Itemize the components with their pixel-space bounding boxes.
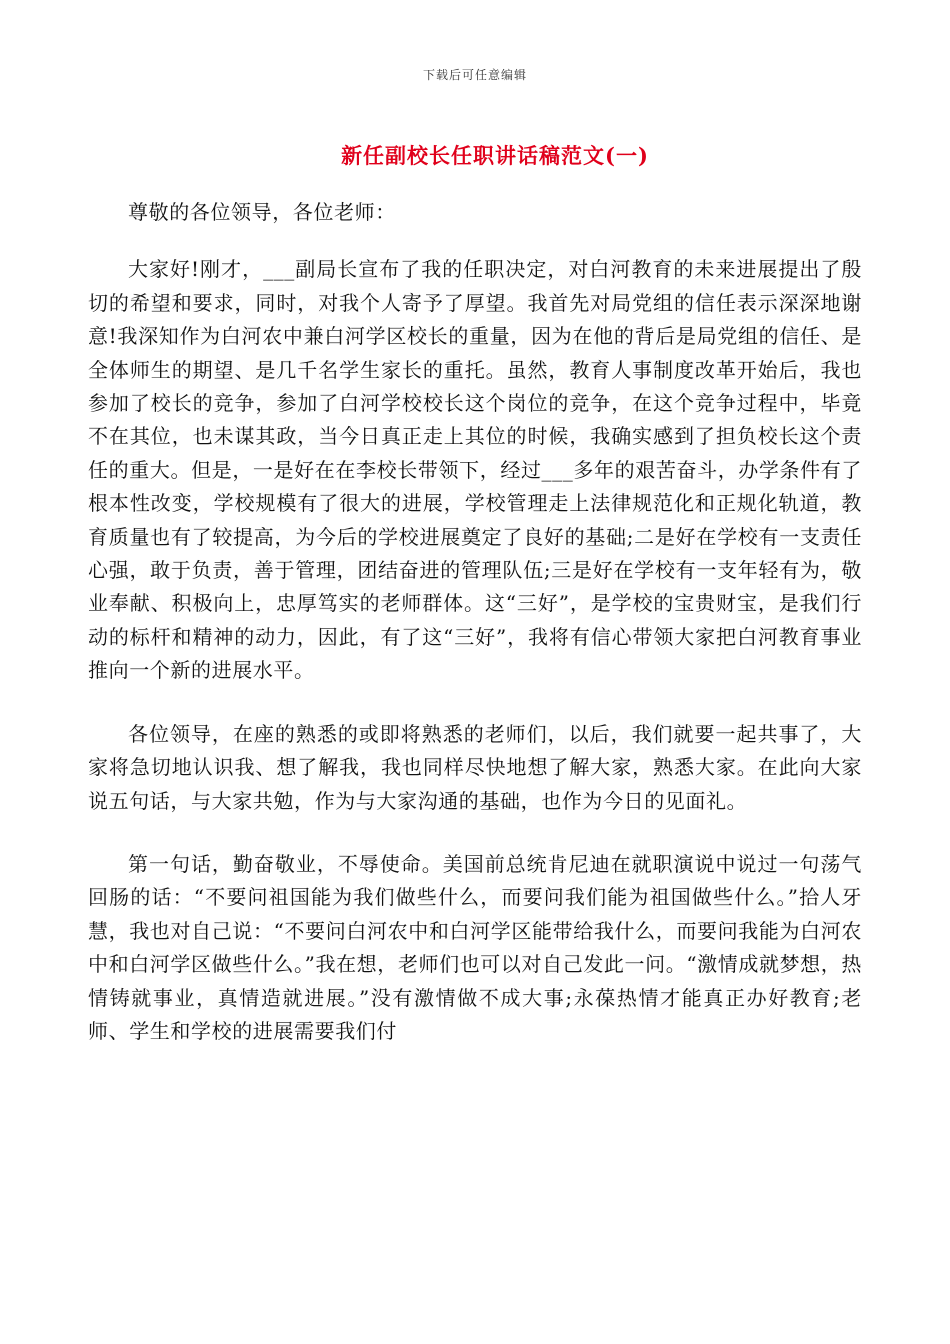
paragraph-2: 各位领导，在座的熟悉的或即将熟悉的老师们，以后，我们就要一起共事了，大家将急切地认识我、想了解我，我也同样尽快地想了解大家，熟悉大家。在此向大家说五句话，与大家共勉，作为与大家沟通的基础，也作为今日的见面礼。: [88, 721, 862, 813]
document-body: [88, 196, 862, 1078]
document-title: 新任副校长任职讲话稿范文(一): [341, 143, 649, 168]
salutation: 尊敬的各位领导，各位老师：: [128, 200, 396, 224]
paragraph-3: 第一句话，勤奋敬业，不辱使命。美国前总统肯尼迪在就职演说中说过一句荡气回肠的话：“不要问祖国能为我们做些什么，而要问我们能为祖国做些什么。”拾人牙慧，我也对自己说：“不要问白河农中和白河学区能带给我什么，而要问我能为白河农中和白河学区做些什么。”我在想，老师们也可以对自己发此一问。“激情成就梦想，热情铸就事业，真情造就进展。”没有激情做不成大事;永葆热情才能真正办好教育;老师、学生和学校的进展需要我们付: [88, 851, 862, 1043]
header-note: 下载后可任意编辑: [422, 68, 527, 82]
paragraph-1: 大家好!刚才，___副局长宣布了我的任职决定，对白河教育的未来进展提出了殷切的希望和要求，同时，对我个人寄予了厚望。我首先对局党组的信任表示深深地谢意!我深知作为白河农中兼白河学区校长的重量，因为在他的背后是局党组的信任、是全体师生的期望、是几千名学生家长的重托。虽然，教育人事制度改革开始后，我也参加了校长的竞争，参加了白河学校校长这个岗位的竞争，在这个竞争过程中，毕竟不在其位，也未谋其政，当今日真正走上其位的时候，我确实感到了担负校长这个责任的重大。但是，一是好在在李校长带领下，经过___多年的艰苦奋斗，办学条件有了根本性改变，学校规模有了很大的进展，学校管理走上法律规范化和正规化轨道，教育质量也有了较提高，为今后的学校进展奠定了良好的基础;二是好在学校有一支责任心强，敢于负责，善于管理，团结奋进的管理队伍;三是好在学校有一支年轻有为，敬业奉献、积极向上，忠厚笃实的老师群体。这“三好”，是学校的宝贵财宝，是我们行动的标杆和精神的动力，因此，有了这“三好”，我将有信心带领大家把白河教育事业推向一个新的进展水平。: [88, 257, 862, 683]
